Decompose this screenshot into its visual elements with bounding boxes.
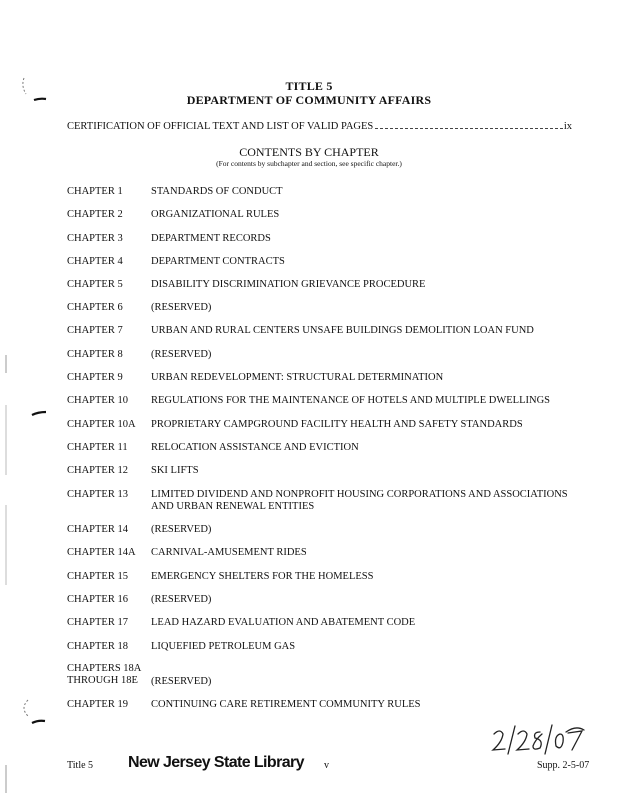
chapter-number: CHAPTER 8 <box>67 349 123 360</box>
chapter-title: (RESERVED) <box>151 524 212 535</box>
leader-dots <box>375 128 563 129</box>
chapter-title: (RESERVED) <box>151 349 212 360</box>
chapter-title: URBAN REDEVELOPMENT: STRUCTURAL DETERMINATION <box>151 372 444 383</box>
chapter-number: CHAPTER 9 <box>67 372 123 383</box>
chapter-title: (RESERVED) <box>151 302 212 313</box>
chapter-number: CHAPTER 7 <box>67 325 123 336</box>
chapter-number: CHAPTER 18 <box>67 641 128 652</box>
chapter-number: CHAPTER 6 <box>67 302 123 313</box>
certification-page: ix <box>563 121 572 132</box>
chapter-number: CHAPTER 2 <box>67 209 123 220</box>
chapter-title: DEPARTMENT RECORDS <box>151 233 271 244</box>
chapter-title: LIMITED DIVIDEND AND NONPROFIT HOUSING CORPORATIONS AND ASSOCIATIONS AND URBAN RENEWAL ENTITIES <box>151 489 568 512</box>
chapter-number: CHAPTER 16 <box>67 594 128 605</box>
chapter-number: CHAPTER 13 <box>67 489 128 500</box>
chapter-number: CHAPTER 4 <box>67 256 123 267</box>
chapter-title: LEAD HAZARD EVALUATION AND ABATEMENT CODE <box>151 617 416 628</box>
chapter-title: ORGANIZATIONAL RULES <box>151 209 280 220</box>
chapter-title: REGULATIONS FOR THE MAINTENANCE OF HOTELS AND MULTIPLE DWELLINGS <box>151 395 550 406</box>
footer-title: Title 5 <box>67 760 94 771</box>
chapter-number: CHAPTERS 18A THROUGH 18E <box>67 663 141 686</box>
contents-heading: CONTENTS BY CHAPTER <box>239 145 379 159</box>
chapter-title: DISABILITY DISCRIMINATION GRIEVANCE PROCEDURE <box>151 279 426 290</box>
punch-hole-mark-middle <box>18 395 52 429</box>
document-title: TITLE 5 <box>285 79 333 93</box>
chapter-title: RELOCATION ASSISTANCE AND EVICTION <box>151 442 359 453</box>
handwritten-date <box>488 722 588 758</box>
chapter-number: CHAPTER 12 <box>67 465 128 476</box>
chapter-title: (RESERVED) <box>151 676 212 687</box>
chapter-title: CONTINUING CARE RETIREMENT COMMUNITY RULES <box>151 699 421 710</box>
chapter-number: CHAPTER 3 <box>67 233 123 244</box>
chapter-number: CHAPTER 10A <box>67 419 136 430</box>
certification-text: CERTIFICATION OF OFFICIAL TEXT AND LIST OF VALID PAGES <box>67 121 374 132</box>
chapter-number: CHAPTER 17 <box>67 617 128 628</box>
chapter-title: SKI LIFTS <box>151 465 199 476</box>
chapter-title: LIQUEFIED PETROLEUM GAS <box>151 641 296 652</box>
chapter-title: EMERGENCY SHELTERS FOR THE HOMELESS <box>151 571 374 582</box>
chapter-title: STANDARDS OF CONDUCT <box>151 186 283 197</box>
chapter-number: CHAPTER 1 <box>67 186 123 197</box>
chapter-number: CHAPTER 19 <box>67 699 128 710</box>
department-heading: DEPARTMENT OF COMMUNITY AFFAIRS <box>186 93 432 107</box>
chapter-title: CARNIVAL-AMUSEMENT RIDES <box>151 547 307 558</box>
chapter-number: CHAPTER 15 <box>67 571 128 582</box>
library-stamp: New Jersey State Library <box>128 754 304 771</box>
punch-hole-mark-bottom <box>18 690 52 730</box>
chapter-title: DEPARTMENT CONTRACTS <box>151 256 285 267</box>
supplement-date: Supp. 2-5-07 <box>537 760 590 771</box>
page-number: v <box>324 760 329 771</box>
scan-edge-marks <box>4 345 10 795</box>
certification-line <box>67 121 572 132</box>
contents-note: (For contents by subchapter and section, see specific chapter.) <box>216 159 402 168</box>
chapter-number: CHAPTER 10 <box>67 395 128 406</box>
chapter-number: CHAPTER 14 <box>67 524 128 535</box>
chapter-number: CHAPTER 5 <box>67 279 123 290</box>
chapter-title: PROPRIETARY CAMPGROUND FACILITY HEALTH AND SAFETY STANDARDS <box>151 419 523 430</box>
chapter-number: CHAPTER 11 <box>67 442 128 453</box>
chapter-number: CHAPTER 14A <box>67 547 136 558</box>
chapter-title: (RESERVED) <box>151 594 212 605</box>
chapter-title: URBAN AND RURAL CENTERS UNSAFE BUILDINGS DEMOLITION LOAN FUND <box>151 325 534 336</box>
